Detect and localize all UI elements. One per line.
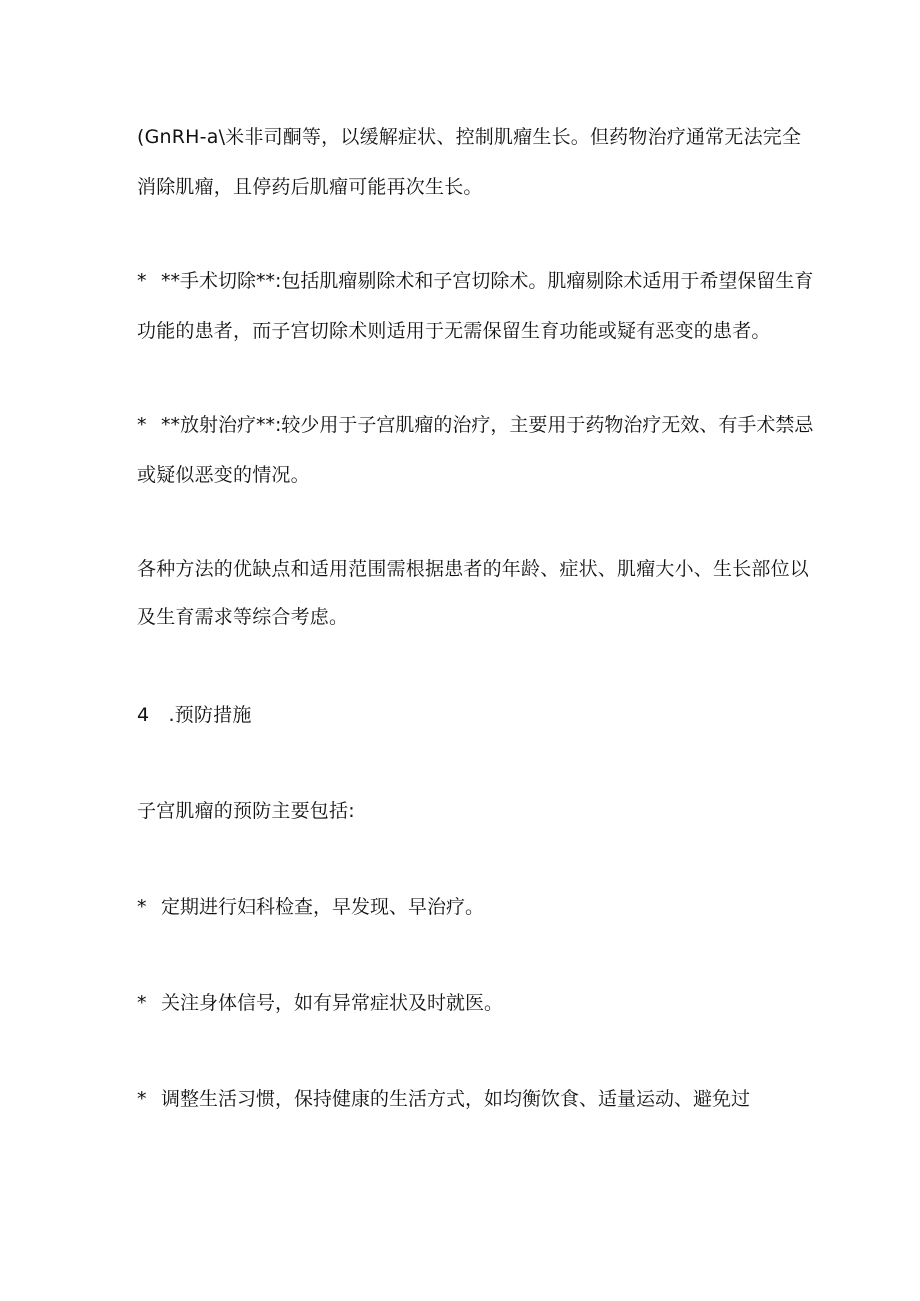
section-heading-prevention: 4 .预防措施 [137, 704, 252, 726]
paragraph-1-line-1: (GnRH-a\米非司酮等，以缓解症状、控制肌瘤生长。但药物治疗通常无法完全 [137, 126, 802, 148]
bullet-text: 关注身体信号，如有异常症状及时就医。 [161, 992, 504, 1014]
bullet-marker: * [137, 414, 147, 436]
bullet-item-lifestyle [137, 1086, 797, 1112]
bullet-item-body-signals [137, 990, 797, 1016]
bullet-marker: * [137, 992, 147, 1014]
prevention-intro: 子宫肌瘤的预防主要包括: [137, 800, 355, 822]
bullet-item-surgery-line-2: 功能的患者，而子宫切除术则适用于无需保留生育功能或疑有恶变的患者。 [137, 320, 771, 342]
bullet-text-line-1: **放射治疗**:较少用于子宫肌瘤的治疗，主要用于药物治疗无效、有手术禁忌 [161, 414, 814, 436]
bullet-item-radiotherapy [137, 412, 814, 438]
bullet-item-regular-exams [137, 894, 797, 920]
bullet-marker: * [137, 270, 147, 292]
bullet-text-line-1: **手术切除**:包括肌瘤剔除术和子宫切除术。肌瘤剔除术适用于希望保留生育 [161, 270, 814, 292]
paragraph-4-line-1: 各种方法的优缺点和适用范围需根据患者的年龄、症状、肌瘤大小、生长部位以 [137, 558, 810, 580]
bullet-text: 定期进行妇科检查，早发现、早治疗。 [161, 896, 485, 918]
bullet-item-radiotherapy-line-2: 或疑似恶变的情况。 [137, 464, 310, 486]
paragraph-1-line-2: 消除肌瘤，且停药后肌瘤可能再次生长。 [137, 176, 483, 198]
bullet-marker: * [137, 896, 147, 918]
paragraph-4-line-2: 及生育需求等综合考虑。 [137, 606, 349, 628]
bullet-marker: * [137, 1088, 147, 1110]
bullet-text: 调整生活习惯，保持健康的生活方式，如均衡饮食、适量运动、避免过 [161, 1088, 751, 1110]
bullet-item-surgery [137, 268, 814, 294]
